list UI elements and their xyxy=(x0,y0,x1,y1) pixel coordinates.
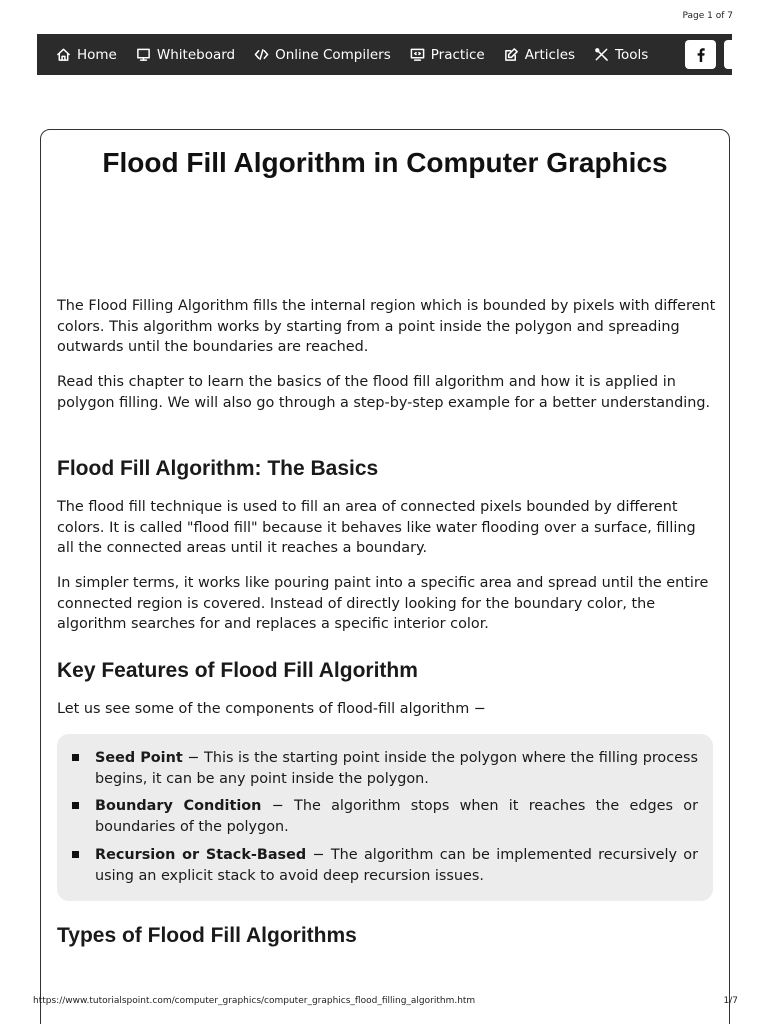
nav-articles[interactable] xyxy=(485,34,575,75)
footer-url: https://www.tutorialspoint.com/computer_graphics/computer_graphics_flood_filling_algorithm.htm xyxy=(33,996,476,1006)
facebook-button[interactable] xyxy=(685,40,716,69)
section-heading-features: Key Features of Flood Fill Algorithm xyxy=(57,659,418,682)
feature-desc: − The algorithm stops when it reaches the edges or boundaries of the polygon. xyxy=(95,798,698,836)
nav-whiteboard-label: Whiteboard xyxy=(156,46,236,63)
edit-icon xyxy=(504,47,519,62)
features-list xyxy=(95,748,698,886)
nav-home-label: Home xyxy=(77,46,117,63)
tools-icon xyxy=(594,47,609,62)
whiteboard-icon xyxy=(136,47,151,62)
nav-practice-label: Practice xyxy=(430,46,485,63)
list-item xyxy=(95,748,698,789)
list-item xyxy=(95,845,698,886)
nav-online-compilers[interactable] xyxy=(235,34,391,75)
nav-tools-label: Tools xyxy=(615,46,649,63)
section-heading-basics: Flood Fill Algorithm: The Basics xyxy=(57,457,379,480)
top-navbar xyxy=(37,34,732,75)
feature-term: Seed Point xyxy=(95,750,183,766)
feature-term: Recursion or Stack-Based xyxy=(95,846,307,863)
page-title: Flood Fill Algorithm in Computer Graphics xyxy=(102,147,668,178)
list-item xyxy=(95,796,698,837)
home-icon xyxy=(56,47,71,62)
nav-practice[interactable] xyxy=(391,34,485,75)
nav-online-compilers-label: Online Compilers xyxy=(275,46,391,63)
intro-paragraph-1: The Flood Filling Algorithm fills the internal region which is bounded by pixels with different colors. This algorithm works by starting from a point inside the polygon and spreading outwards until the boundaries are reached. xyxy=(57,298,716,356)
facebook-icon xyxy=(693,47,709,63)
features-lead: Let us see some of the components of flood-fill algorithm − xyxy=(57,701,486,717)
basics-paragraph-1: The flood fill technique is used to fill an area of connected pixels bounded by different colors. It is called "flood fill" because it behaves like water flooding over a surface, filling all the connected areas until it reaches a boundary. xyxy=(57,499,696,557)
nav-home[interactable] xyxy=(37,34,117,75)
basics-paragraph-2: In simpler terms, it works like pouring paint into a specific area and spread until the entire connected region is covered. Instead of directly looking for the boundary color, the algorithm searches for and replaces a specific interior color. xyxy=(57,575,709,633)
feature-desc: − The algorithm can be implemented recursively or using an explicit stack to avoid deep recursion issues. xyxy=(95,846,699,884)
code-icon xyxy=(254,47,269,62)
intro-paragraph-2: Read this chapter to learn the basics of the flood fill algorithm and how it is applied in polygon filling. We will also go through a step-by-step example for a better understanding. xyxy=(57,374,711,411)
page-counter: Page 1 of 7 xyxy=(682,11,733,21)
nav-articles-label: Articles xyxy=(524,46,576,63)
features-box xyxy=(57,734,713,901)
footer-page-number: 1/7 xyxy=(723,996,738,1006)
section-heading-types: Types of Flood Fill Algorithms xyxy=(57,924,357,947)
social-button-partial[interactable] xyxy=(724,40,732,69)
feature-term: Boundary Condition xyxy=(95,798,262,815)
nav-tools[interactable] xyxy=(575,34,648,75)
feature-desc: − This is the starting point inside the polygon where the filling process begins, it can be any point inside the polygon. xyxy=(95,750,698,787)
nav-whiteboard[interactable] xyxy=(117,34,235,75)
practice-icon xyxy=(410,47,425,62)
